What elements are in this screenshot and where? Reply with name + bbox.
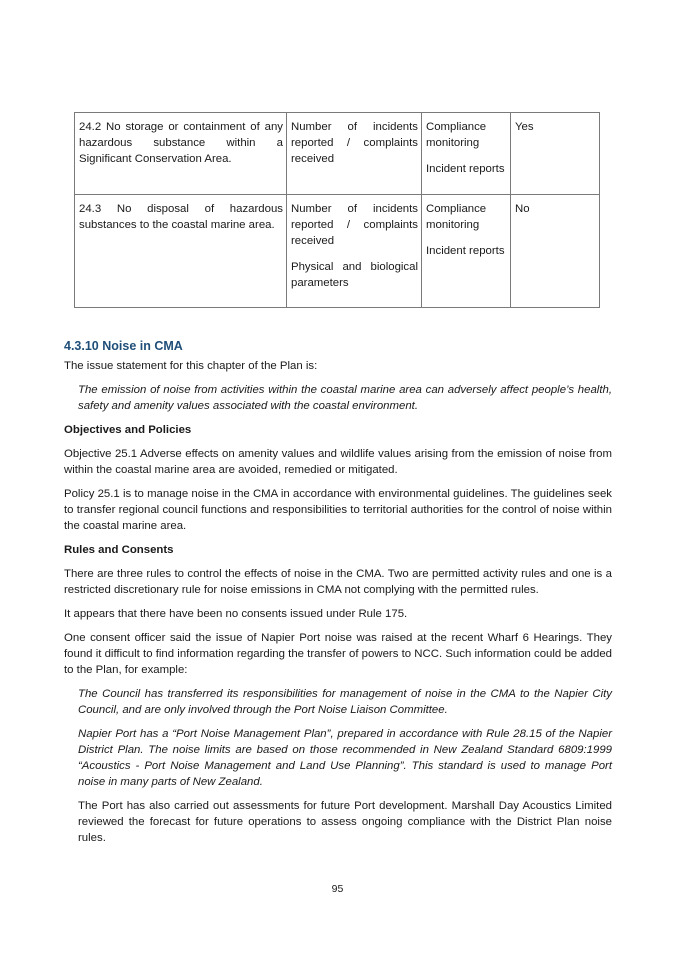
objective-cell: 24.2 No storage or containment of any hazardous substance within a Significant Conservation Area.: [75, 113, 287, 195]
issue-quote: The emission of noise from activities within the coastal marine area can adversely affect people’s health, safety and amenity values associated with the coastal environment.: [78, 384, 612, 412]
method-cell: Compliance monitoring Incident reports: [422, 113, 511, 195]
method-cell: Compliance monitoring Incident reports: [422, 195, 511, 308]
officer-text: One consent officer said the issue of Napier Port noise was raised at the recent Wharf 6 Hearings. They found it difficult to find information regarding the transfer of powers to NCC. Such information could be added to the Plan, for example:: [64, 632, 612, 676]
objective-text: Objective 25.1 Adverse effects on amenity values and wildlife values arising from the emission of noise from within the coastal marine area are avoided, remedied or mitigated.: [64, 448, 612, 476]
consents-text: It appears that there have been no consents issued under Rule 175.: [64, 608, 408, 620]
indicator-cell: Number of incidents reported / complaints received Physical and biological parameters: [287, 195, 422, 308]
policy-text: Policy 25.1 is to manage noise in the CMA in accordance with environmental guidelines. The guidelines seek to transfer regional council functions and responsibilities to territorial authorities for the control of noise within the coastal marine area.: [64, 488, 612, 532]
monitoring-table: [74, 112, 600, 308]
indicator-cell: Number of incidents reported / complaints received: [287, 113, 422, 195]
rules-text: There are three rules to control the effects of noise in the CMA. Two are permitted activity rules and one is a restricted discretionary rule for noise emissions in CMA not complying with the permitted rules.: [64, 568, 612, 596]
final-text: The Port has also carried out assessments for future Port development. Marshall Day Acoustics Limited reviewed the forecast for future operations to assess ongoing compliance with the District Plan noise rules.: [78, 800, 612, 844]
achieved-cell: No: [511, 195, 600, 308]
example-quote: Napier Port has a “Port Noise Management Plan”, prepared in accordance with Rule 28.15 of the Napier District Plan. The noise limits are based on those recommended in New Zealand Standard 6809:1999 “Acoustics - Port Noise Management and Land Use Planning”. This standard is used to manage Port noise in many parts of New Zealand.: [78, 728, 612, 788]
intro-text: The issue statement for this chapter of the Plan is:: [64, 360, 318, 372]
page-number: 95: [331, 883, 344, 895]
section-heading: 4.3.10 Noise in CMA: [64, 339, 183, 353]
example-quote: The Council has transferred its responsibilities for management of noise in the CMA to the Napier City Council, and are only involved through the Port Noise Liaison Committee.: [78, 688, 612, 716]
table-row: [75, 195, 600, 308]
achieved-cell: Yes: [511, 113, 600, 195]
objectives-heading: Objectives and Policies: [64, 424, 192, 436]
noise-section: [64, 338, 612, 854]
table-row: [75, 113, 600, 195]
objective-cell: 24.3 No disposal of hazardous substances to the coastal marine area.: [75, 195, 287, 308]
rules-heading: Rules and Consents: [64, 544, 174, 556]
